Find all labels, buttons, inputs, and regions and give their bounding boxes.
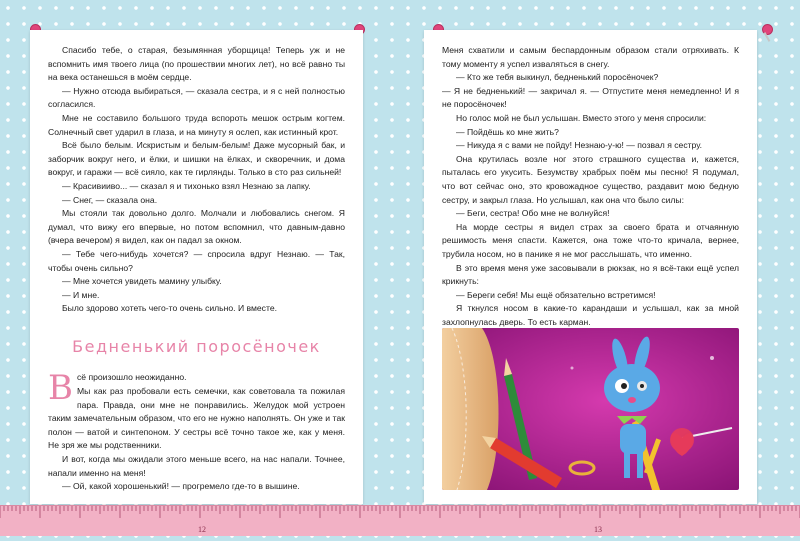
left-text <box>48 44 345 316</box>
paragraph: — Нужно отсюда выбираться, — сказала сестра, и я с ней полностью согласился. <box>48 85 345 110</box>
paragraph: — Тебе чего-нибудь хочется? — спросила вдруг Незнаю. — Так, чтобы очень сильно? <box>48 248 345 273</box>
paragraph: — Кто же тебя выкинул, бедненький поросёночек? <box>456 72 659 83</box>
pin-icon <box>762 24 773 35</box>
right-page <box>424 30 757 504</box>
paragraph: Спасибо тебе, о старая, безымянная уборщица! Теперь уж и не вспомнить имя твоего лица (по прошествии многих лет), но всё равно ты на века останешься в моём сердце. <box>48 45 345 83</box>
paragraph: Она крутилась возле ног этого страшного существа и, кажется, пыталась его укусить. Безумству храбрых поём мы песню! Я подумал, что вот сейчас оно, это кровожадное существо, раздавит мою бедную сестру, и закрыл глаза. Но услышал, как она что было силы: <box>442 153 739 205</box>
page-number-right: 13 <box>594 525 602 534</box>
paragraph: — Беги, сестра! Обо мне не волнуйся! <box>456 208 610 219</box>
paragraph: — Мне хочется увидеть мамину улыбку. <box>62 276 222 287</box>
illustration <box>442 328 739 490</box>
paragraph: Мы стояли так довольно долго. Молчали и любовались снегом. Я думал, что вижу его впервые, но потом вспомнил, что давным-давно (вчера вечером) я видел, как он падал за окном. <box>48 208 345 246</box>
paragraph: — Береги себя! Мы ещё обязательно встретимся! <box>456 289 656 300</box>
paragraph: Было здорово хотеть чего-то очень сильно. И вместе. <box>62 303 277 314</box>
paragraph: И вот, когда мы ожидали этого меньше всего, на нас напали. Точнее, напали именно на меня! <box>48 454 345 478</box>
paragraph: На морде сестры я видел страх за своего брата и отчаянную решимость меня спасти. Кажется, она тоже что-то кричала, вернее, трубила носом, но в панике я не мог расслышать, что именно. <box>442 221 739 259</box>
paragraph: Всё было белым. Искристым и белым-белым! Даже мусорный бак, и заборчик вокруг него, и ёлки, и шишки на ёлках, и скворечник, и дома вокруг, и гаражи — всё сияло, как те гирлянды. Только в сто раз сильней! <box>48 140 345 178</box>
left-page <box>30 30 363 504</box>
paragraph: — Пойдёшь ко мне жить? <box>456 126 559 137</box>
paragraph: — Красивииво... — сказал я и тихонько взял Незнаю за лапку. <box>62 180 311 191</box>
paragraph: Мы как раз пробовали есть семечки, как советовала та пожилая пара. Правда, они мне не понравились. Желудок мой устроен таким замечательным образом, что его не нужно наполнять. Он уже и так полон — ватой и синтепоном. У сестры всё точно такое же, как у меня. Не зря же мы родственники. <box>48 386 345 451</box>
paragraph: Мне не составило большого труда вспороть мешок острым когтем. Солнечный свет ударил в глаза, и на минуту я ослеп, как истинный крот. <box>48 112 345 137</box>
dropcap-letter: В <box>48 368 73 409</box>
paragraph: — И мне. <box>62 289 100 300</box>
ruler <box>0 505 800 536</box>
chapter-first-paragraph <box>48 368 345 409</box>
chapter-title: Бедненький поросёночек <box>72 336 321 356</box>
page-number-left: 12 <box>198 525 206 534</box>
paragraph: — Я не бедненький! — закричал я. — Отпустите меня немедленно! И я не поросёночек! <box>442 85 739 110</box>
paragraph: Но голос мой не был услышан. Вместо этого у меня спросили: <box>456 112 707 123</box>
paragraph: — Никуда я с вами не пойду! Незнаю-у-ю! — позвал я сестру. <box>456 140 703 151</box>
paragraph: Меня схватили и самым беспардонным образом стали отряхивать. К тому моменту я успел изваляться в снегу. <box>442 45 739 69</box>
paragraph-text: сё произошло неожиданно. <box>77 372 187 383</box>
paragraph: В это время меня уже засовывали в рюкзак, но я всё-таки ещё успел крикнуть: <box>442 262 739 287</box>
ruler-ticks <box>0 506 800 536</box>
paragraph: Я ткнулся носом в какие-то карандаши и услышал, как за мной захлопнулась дверь. То есть карман. <box>442 303 739 327</box>
illustration-art <box>442 328 739 490</box>
paragraph: — Снег, — сказала она. <box>62 194 158 205</box>
paragraph: — Ой, какой хорошенький! — прогремело где-то в вышине. <box>62 481 300 492</box>
